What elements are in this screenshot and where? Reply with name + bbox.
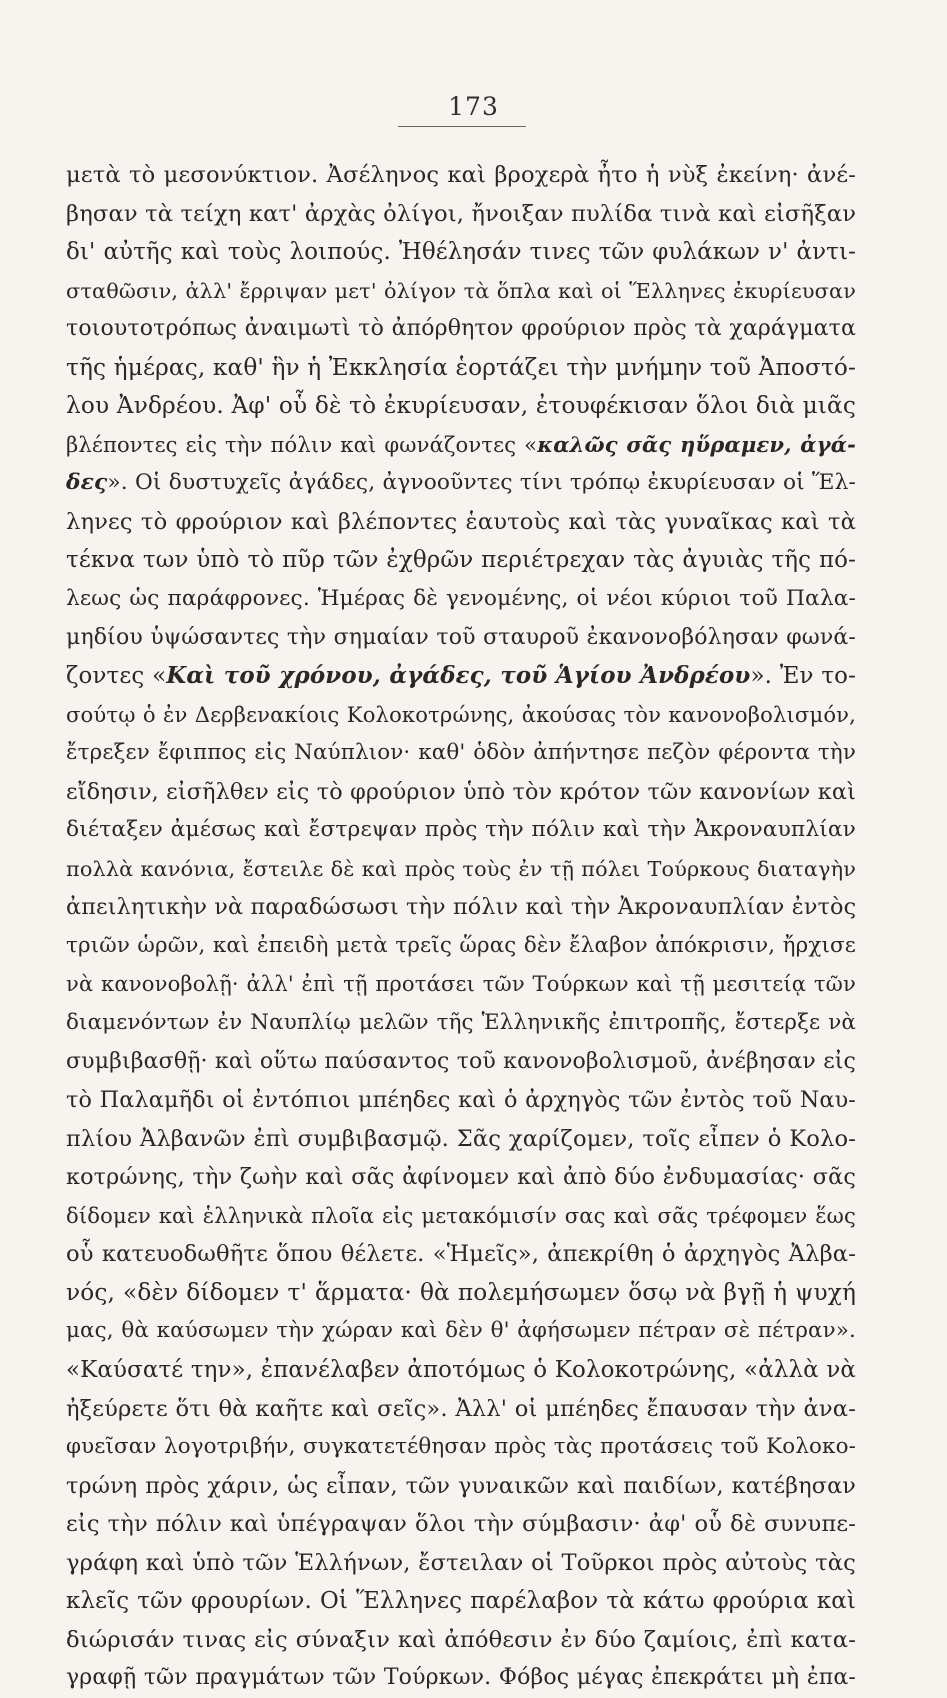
line-text: τὸ Παλαμῆδι οἱ ἐντόπιοι μπέηδες καὶ ὁ ἀρχηγὸς τῶν ἐντὸς τοῦ Ναυ- [66, 1087, 856, 1114]
line-text: τριῶν ὡρῶν, καὶ ἐπειδὴ μετὰ τρεῖς ὥρας δὲν ἔλαβον ἀπόκρισιν, ἤρχισε [66, 932, 856, 958]
text-line [66, 426, 856, 465]
text-line [66, 1390, 856, 1429]
text-line [66, 1428, 856, 1467]
text-line [66, 773, 856, 812]
line-text: νός, «δὲν δίδομεν τ' ἅρματα· θὰ πολεμήσωμεν ὅσῳ νὰ βγῇ ἡ ψυχή [66, 1278, 856, 1306]
text-line [66, 464, 856, 503]
line-text: λου Ἀνδρέου. Ἀφ' οὗ δὲ τὸ ἐκυρίευσαν, ἐτουφέκισαν ὅλοι διὰ μιᾶς [66, 392, 856, 420]
text-line [66, 503, 856, 542]
line-text: νὰ κανονοβολῇ· ἀλλ' ἐπὶ τῇ προτάσει τῶν Τούρκων καὶ τῇ μεσιτείᾳ τῶν [66, 971, 856, 997]
text-line [66, 1120, 856, 1159]
line-text: βησαν τὰ τείχη κατ' ἀρχὰς ὀλίγοι, ἤνοιξαν πυλίδα τινὰ καὶ εἰσῆξαν [66, 200, 857, 227]
text-line [66, 850, 856, 889]
text-line [66, 1505, 856, 1544]
line-text: γραφῇ τῶν πραγμάτων τῶν Τούρκων. Φόβος μέγας ἐπεκράτει μὴ ἐπα- [66, 1665, 856, 1691]
line-text: ἀπειλητικὴν νὰ παραδώσωσι τὴν πόλιν καὶ τὴν Ἀκροναυπλίαν ἐντὸς [66, 894, 857, 921]
text-line [66, 1235, 856, 1274]
line-text: φυεῖσαν λογοτριβήν, συγκατετέθησαν πρὸς τὰς προτάσεις τοῦ Κολοκο- [66, 1434, 856, 1460]
line-text: ζοντες « [66, 663, 167, 690]
emphasis-text: Καὶ τοῦ χρόνου, ἀγάδες, τοῦ Ἁγίου Ἀνδρέου [166, 662, 751, 690]
text-line [66, 1312, 856, 1351]
line-text: κλεῖς τῶν φρουρίων. Οἱ Ἕλληνες παρέλαβον τὰ κάτω φρούρια καὶ [66, 1588, 856, 1615]
text-line [66, 734, 856, 773]
line-text: γράφη καὶ ὑπὸ τῶν Ἑλλήνων, ἔστειλαν οἱ Τοῦρκοι πρὸς αὐτοὺς τὰς [66, 1549, 856, 1576]
text-line [66, 541, 856, 580]
text-line [66, 1158, 856, 1197]
text-line [66, 349, 856, 388]
emphasis-text: καλῶς σᾶς ηὕραμεν, ἀγά- [537, 431, 856, 457]
emphasis-text: δες [66, 470, 108, 496]
text-line [66, 888, 856, 927]
text-line [66, 927, 856, 966]
text-line [66, 387, 856, 426]
line-text: συμβιβασθῇ· καὶ οὕτω παύσαντος τοῦ κανονοβολισμοῦ, ἀνέβησαν εἰς [66, 1048, 856, 1074]
text-line [66, 1621, 856, 1660]
text-line [66, 1274, 856, 1313]
line-text: ἠξεύρετε ὅτι θὰ καῆτε καὶ σεῖς». Ἀλλ' οἱ μπέηδες ἔπαυσαν τὴν ἀνα- [66, 1395, 856, 1422]
line-text: μηδίου ὑψώσαντες τὴν σημαίαν τοῦ σταυροῦ ἐκανονοβόλησαν φωνά- [66, 624, 856, 650]
line-text: μετὰ τὸ μεσονύκτιον. Ἀσέληνος καὶ βροχερὰ ἦτο ἡ νὺξ ἐκείνη· ἀνέ- [66, 162, 856, 188]
text-line [66, 310, 856, 349]
line-text: τοιουτοτρόπως ἀναιμωτὶ τὸ ἀπόρθητον φρούριον πρὸς τὰ χαράγματα [66, 316, 856, 342]
line-text: τέκνα των ὑπὸ τὸ πῦρ τῶν ἐχθρῶν περιέτρεχαν τὰς ἀγυιὰς τῆς πό- [66, 547, 856, 574]
line-text: ». Οἱ δυστυχεῖς ἀγάδες, ἀγνοοῦντες τίνι τρόπῳ ἐκυρίευσαν οἱ Ἕλ- [107, 470, 856, 496]
text-line [66, 580, 856, 619]
line-text: βλέποντες εἰς τὴν πόλιν καὶ φωνάζοντες « [66, 431, 538, 457]
text-line [66, 233, 856, 272]
text-line [66, 811, 856, 850]
line-text: σούτῳ ὁ ἐν Δερβενακίοις Κολοκοτρώνης, ἀκούσας τὸν κανονοβολισμόν, [66, 701, 856, 727]
text-line [66, 965, 856, 1004]
line-text: σταθῶσιν, ἀλλ' ἔρριψαν μετ' ὀλίγον τὰ ὅπλα καὶ οἱ Ἕλληνες ἐκυρίευσαν [66, 278, 856, 303]
text-line [66, 657, 856, 696]
text-line [66, 156, 856, 195]
text-line [66, 1197, 856, 1236]
line-text: τρώνη πρὸς χάριν, ὡς εἶπαν, τῶν γυναικῶν καὶ παιδίων, κατέβησαν [66, 1472, 856, 1499]
text-line [66, 1467, 856, 1506]
line-text: δίδομεν καὶ ἑλληνικὰ πλοῖα εἰς μετακόμισίν σας καὶ σᾶς τρέφομεν ἕως [66, 1202, 856, 1228]
line-text: διαμενόντων ἐν Ναυπλίῳ μελῶν τῆς Ἑλληνικῆς ἐπιτροπῆς, ἔστερξε νὰ [66, 1010, 856, 1036]
text-line [66, 272, 856, 311]
line-text: «Καύσατέ την», ἐπανέλαβεν ἀποτόμως ὁ Κολοκοτρώνης, «ἀλλὰ νὰ [66, 1356, 856, 1383]
line-text: εἴδησιν, εἰσῆλθεν εἰς τὸ φρούριον ὑπὸ τὸν κρότον τῶν κανονίων καὶ [66, 778, 856, 805]
text-line [66, 619, 856, 658]
text-line [66, 1004, 856, 1043]
line-text: κοτρώνης, τὴν ζωὴν καὶ σᾶς ἀφίνομεν καὶ ἀπὸ δύο ἐνδυμασίας· σᾶς [66, 1164, 856, 1191]
text-line [66, 195, 856, 234]
line-text: οὗ κατευοδωθῆτε ὅπου θέλετε. «Ἡμεῖς», ἀπεκρίθη ὁ ἀρχηγὸς Ἀλβα- [66, 1241, 856, 1268]
line-text: διώρισάν τινας εἰς σύναξιν καὶ ἀπόθεσιν ἐν δύο ζαμίοις, ἐπὶ κατα- [66, 1626, 856, 1653]
line-text: μας, θὰ καύσωμεν τὴν χώραν καὶ δὲν θ' ἀφήσωμεν πέτραν σὲ πέτραν». [66, 1318, 856, 1344]
text-line [66, 1351, 856, 1390]
line-text: δι' αὐτῆς καὶ τοὺς λοιπούς. Ἠθέλησάν τινες τῶν φυλάκων ν' ἀντι- [66, 239, 856, 266]
text-line [66, 696, 856, 735]
line-text: τῆς ἡμέρας, καθ' ἣν ἡ Ἐκκλησία ἑορτάζει τὴν μνήμην τοῦ Ἀποστό- [66, 353, 857, 381]
line-text: ». Ἐν το- [750, 663, 856, 690]
line-text: ληνες τὸ φρούριον καὶ βλέποντες ἑαυτοὺς καὶ τὰς γυναῖκας καὶ τὰ [66, 508, 856, 535]
line-text: εἰς τὴν πόλιν καὶ ὑπέγραψαν ὅλοι τὴν σύμβασιν· ἀφ' οὗ δὲ συνυπε- [66, 1511, 856, 1538]
text-line [66, 1544, 856, 1583]
text-line [66, 1659, 856, 1698]
body-text [66, 156, 856, 1698]
line-text: πλίου Ἀλβανῶν ἐπὶ συμβιβασμῷ. Σᾶς χαρίζομεν, τοῖς εἶπεν ὁ Κολο- [66, 1125, 856, 1152]
line-text: λεως ὡς παράφρονες. Ἡμέρας δὲ γενομένης, οἱ νέοι κύριοι τοῦ Παλα- [66, 586, 856, 612]
text-line [66, 1582, 856, 1621]
line-text: διέταξεν ἀμέσως καὶ ἔστρεψαν πρὸς τὴν πόλιν καὶ τὴν Ἀκροναυπλίαν [66, 817, 856, 843]
page-number-rule [398, 126, 526, 127]
text-line [66, 1043, 856, 1082]
line-text: ἔτρεξεν ἔφιππος εἰς Ναύπλιον· καθ' ὁδὸν ἀπήντησε πεζὸν φέροντα τὴν [66, 740, 856, 766]
page-number: 173 [448, 92, 499, 121]
line-text: πολλὰ κανόνια, ἔστειλε δὲ καὶ πρὸς τοὺς ἐν τῇ πόλει Τούρκους διαταγὴν [66, 856, 856, 881]
text-line [66, 1081, 856, 1120]
